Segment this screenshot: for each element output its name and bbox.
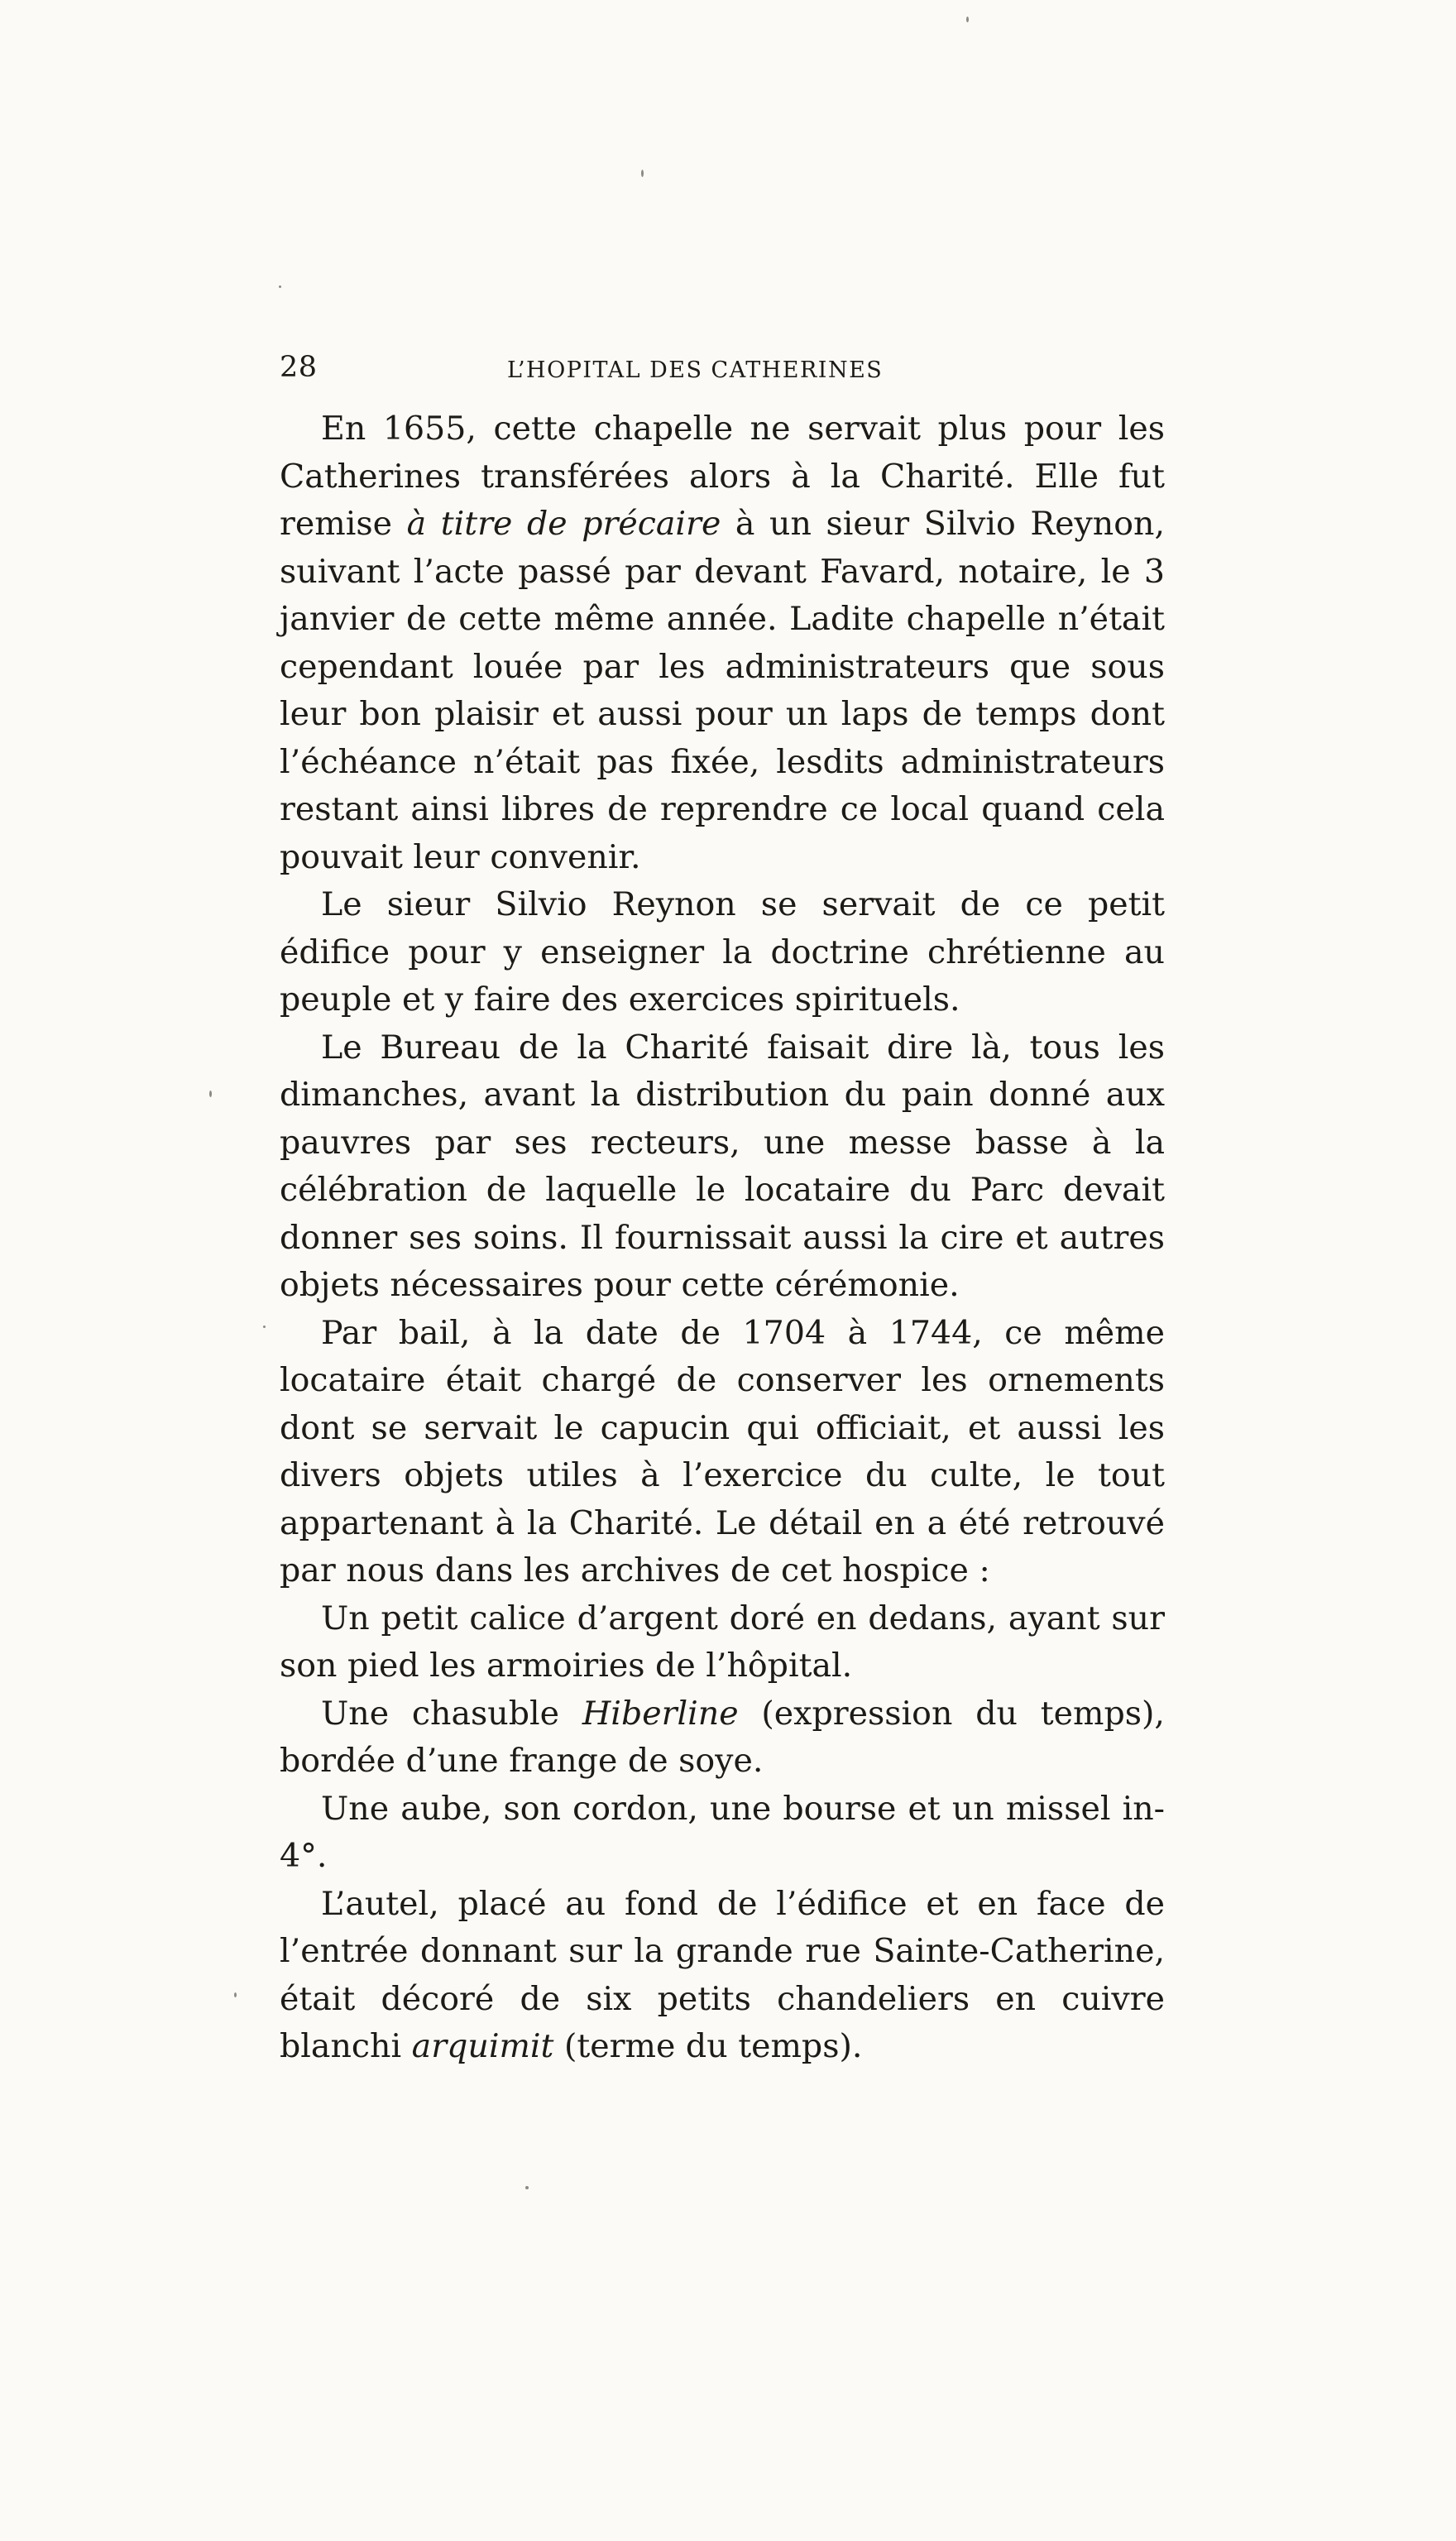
paragraph-8-italic: arquimit bbox=[411, 2027, 554, 2065]
paragraph-7: Une aube, son cordon, une bourse et un missel in-4°. bbox=[280, 1789, 1165, 1875]
paragraph-6-text-c: (expression du temps), bordée d’une frange de soye. bbox=[280, 1694, 1165, 1780]
paragraph-8-text-c: (terme du temps). bbox=[553, 2027, 863, 2065]
paragraph-6 bbox=[280, 1690, 1165, 1786]
paragraph-1-italic: à titre de précaire bbox=[406, 505, 721, 543]
paragraph-1-text-c: à un sieur Silvio Reynon, suivant l’acte passé par devant Favard, notaire, le 3 janvier de cette même année. Ladite chapelle n’était cependant louée par les administrateurs que sous leur bon plaisir et aussi pour un laps de temps dont l’échéance n’était pas fixée, lesdits administrateurs restant ainsi libres de reprendre ce local quand cela pouvait leur convenir. bbox=[280, 505, 1166, 876]
paragraph-8 bbox=[280, 1881, 1165, 2071]
paragraph-6-italic: Hiberline bbox=[582, 1694, 739, 1733]
paragraph-4: Par bail, à la date de 1704 à 1744, ce même locataire était chargé de conserver les ornements dont se servait le capucin qui officiait, et aussi les divers objets utiles à l’exercice du culte, le tout appartenant à la Charité. Le détail en a été retrouvé par nous dans les archives de cet hospice : bbox=[280, 1313, 1165, 1589]
paper-speck bbox=[234, 1992, 237, 1997]
paragraph-2: Le sieur Silvio Reynon se servait de ce petit édifice pour y enseigner la doctrine chrétienne au peuple et y faire des exercices spirituels. bbox=[280, 885, 1165, 1019]
paper-speck bbox=[525, 2186, 529, 2189]
page-number: 28 bbox=[280, 351, 318, 384]
paper-speck bbox=[263, 1326, 266, 1328]
paragraph-1 bbox=[280, 405, 1165, 881]
paper-speck bbox=[966, 17, 969, 22]
paragraph-8-text-a: L’autel, placé au fond de l’édifice et en face de l’entrée donnant sur la grande rue Sainte-Catherine, était décoré de six petits chandeliers en cuivre blanchi bbox=[280, 1884, 1165, 2065]
paper-speck bbox=[279, 285, 281, 288]
page-header bbox=[280, 348, 1165, 397]
paper-speck bbox=[209, 1091, 212, 1097]
paper-speck bbox=[641, 170, 644, 177]
running-head: L’HOPITAL DES CATHERINES bbox=[507, 357, 884, 383]
paragraph-5: Un petit calice d’argent doré en dedans, ayant sur son pied les armoiries de l’hôpital. bbox=[280, 1599, 1165, 1685]
paragraph-6-text-a: Une chasuble bbox=[321, 1694, 582, 1733]
paragraph-1-text-a: En 1655, cette chapelle ne servait plus pour les Catherines transférées alors à la Charité. Elle fut remise bbox=[280, 410, 1165, 543]
paragraph-3: Le Bureau de la Charité faisait dire là, tous les dimanches, avant la distribution du pain donné aux pauvres par ses recteurs, une messe basse à la célébration de laquelle le locataire du Parc devait donner ses soins. Il fournissait aussi la cire et autres objets nécessaires pour cette cérémonie. bbox=[280, 1028, 1165, 1304]
body-text bbox=[280, 405, 1165, 2071]
